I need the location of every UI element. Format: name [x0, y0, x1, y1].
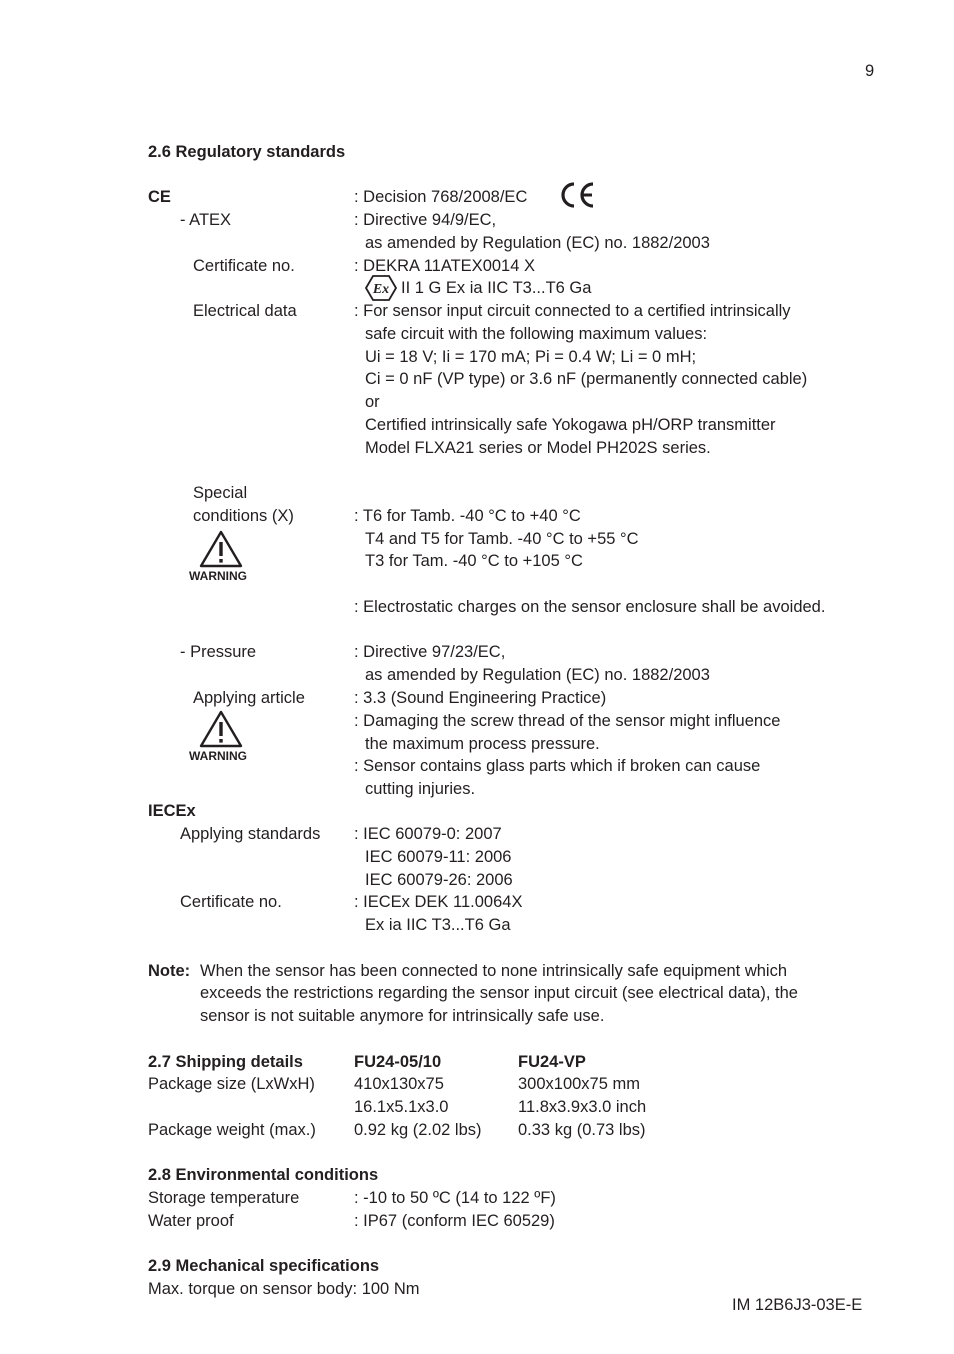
iecex-certificate-line: Ex ia IIC T3...T6 Ga — [365, 916, 511, 934]
iecex-standard: : IEC 60079-0: 2007 — [354, 825, 502, 843]
pressure-warning-line: : Sensor contains glass parts which if broken can cause — [354, 757, 761, 775]
ce-decision: : Decision 768/2008/EC — [354, 188, 528, 206]
section-heading-2-6: 2.6 Regulatory standards — [148, 143, 346, 161]
shipping-cell: 410x130x75 — [354, 1075, 444, 1093]
electrical-data-label: Electrical data — [193, 302, 297, 320]
atex-ex-marking: II 1 G Ex ia IIC T3...T6 Ga — [401, 279, 592, 297]
ex-hexagon-icon — [365, 275, 397, 301]
shipping-col-header: FU24-VP — [518, 1053, 586, 1071]
page-number: 9 — [865, 62, 875, 80]
special-conditions-label: conditions (X) — [193, 507, 294, 525]
shipping-cell: 0.33 kg (0.73 lbs) — [518, 1121, 646, 1139]
applying-article-value: : 3.3 (Sound Engineering Practice) — [354, 689, 607, 707]
special-condition-line: T3 for Tam. -40 °C to +105 °C — [365, 552, 583, 570]
electrostatic-warning: : Electrostatic charges on the sensor enclosure shall be avoided. — [354, 598, 826, 616]
special-condition-line: : T6 for Tamb. -40 °C to +40 °C — [354, 507, 581, 525]
note-label: Note: — [148, 962, 191, 980]
note-line: When the sensor has been connected to none intrinsically safe equipment which — [200, 962, 788, 980]
warning-triangle-icon — [199, 710, 243, 748]
iecex-standard: IEC 60079-26: 2006 — [365, 871, 513, 889]
iecex-label: IECEx — [148, 802, 196, 820]
note-line: exceeds the restrictions regarding the sensor input circuit (see electrical data), the — [200, 984, 798, 1002]
torque-spec: Max. torque on sensor body: 100 Nm — [148, 1280, 420, 1298]
electrical-data-line: Ui = 18 V; Ii = 170 mA; Pi = 0.4 W; Li = 0 mH; — [365, 348, 697, 366]
section-heading-2-8: 2.8 Environmental conditions — [148, 1166, 379, 1184]
pressure-directive-amendment: as amended by Regulation (EC) no. 1882/2003 — [365, 666, 710, 684]
section-heading-2-7: 2.7 Shipping details — [148, 1053, 303, 1071]
electrical-data-line: Certified intrinsically safe Yokogawa pH/ORP transmitter — [365, 416, 776, 434]
warning-triangle-icon — [199, 530, 243, 568]
atex-directive-amendment: as amended by Regulation (EC) no. 1882/2003 — [365, 234, 710, 252]
electrical-data-line: safe circuit with the following maximum values: — [365, 325, 708, 343]
electrical-data-line: or — [365, 393, 380, 411]
atex-directive: : Directive 94/9/EC, — [354, 211, 497, 229]
atex-certificate-value: : DEKRA 11ATEX0014 X — [354, 257, 535, 275]
ce-label: CE — [148, 188, 171, 206]
shipping-col-header: FU24-05/10 — [354, 1053, 442, 1071]
shipping-cell: 16.1x5.1x3.0 — [354, 1098, 449, 1116]
electrical-data-line: Model FLXA21 series or Model PH202S series. — [365, 439, 711, 457]
ce-mark-icon — [558, 180, 596, 210]
note-line: sensor is not suitable anymore for intrinsically safe use. — [200, 1007, 605, 1025]
iecex-certificate-line: : IECEx DEK 11.0064X — [354, 893, 523, 911]
applying-article-label: Applying article — [193, 689, 305, 707]
shipping-cell: 0.92 kg (2.02 lbs) — [354, 1121, 482, 1139]
pressure-label: - Pressure — [180, 643, 257, 661]
atex-certificate-label: Certificate no. — [193, 257, 295, 275]
warning-label: WARNING — [189, 569, 247, 583]
warning-label: WARNING — [189, 749, 247, 763]
environment-row-label: Water proof — [148, 1212, 234, 1230]
shipping-row-label: Package size (LxWxH) — [148, 1075, 315, 1093]
special-conditions-label: Special — [193, 484, 248, 502]
shipping-row-label: Package weight (max.) — [148, 1121, 316, 1139]
pressure-directive: : Directive 97/23/EC, — [354, 643, 506, 661]
svg-text:Ex: Ex — [372, 282, 390, 297]
iecex-standard: IEC 60079-11: 2006 — [365, 848, 512, 866]
environment-row-value: : IP67 (conform IEC 60529) — [354, 1212, 555, 1230]
environment-row-value: : -10 to 50 ºC (14 to 122 ºF) — [354, 1189, 556, 1207]
special-condition-line: T4 and T5 for Tamb. -40 °C to +55 °C — [365, 530, 639, 548]
environment-row-label: Storage temperature — [148, 1189, 300, 1207]
shipping-cell: 300x100x75 mm — [518, 1075, 640, 1093]
iecex-certificate-label: Certificate no. — [180, 893, 282, 911]
electrical-data-line: : For sensor input circuit connected to a certified intrinsically — [354, 302, 791, 320]
applying-standards-label: Applying standards — [180, 825, 321, 843]
pressure-warning-line: the maximum process pressure. — [365, 735, 600, 753]
section-heading-2-9: 2.9 Mechanical specifications — [148, 1257, 380, 1275]
atex-label: - ATEX — [180, 211, 232, 229]
electrical-data-line: Ci = 0 nF (VP type) or 3.6 nF (permanently connected cable) — [365, 370, 808, 388]
document-code: IM 12B6J3-03E-E — [732, 1296, 863, 1314]
pressure-warning-line: cutting injuries. — [365, 780, 476, 798]
pressure-warning-line: : Damaging the screw thread of the sensor might influence — [354, 712, 781, 730]
shipping-cell: 11.8x3.9x3.0 inch — [518, 1098, 647, 1116]
